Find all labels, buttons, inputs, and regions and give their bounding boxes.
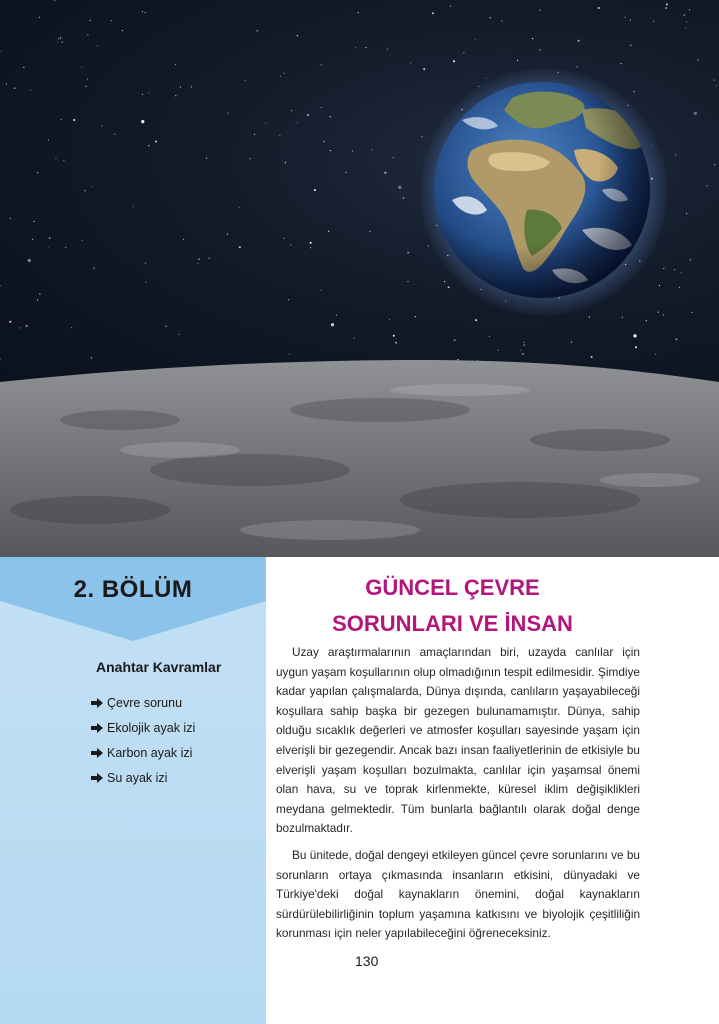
star (206, 158, 207, 159)
star (250, 158, 251, 159)
star (539, 10, 540, 11)
star (517, 60, 518, 61)
star (166, 326, 167, 327)
star (674, 269, 675, 270)
star (520, 350, 521, 351)
star (310, 247, 311, 248)
star (659, 285, 660, 286)
star (142, 11, 143, 12)
star (175, 64, 176, 65)
star (655, 354, 656, 355)
star (658, 312, 659, 313)
star (395, 342, 397, 344)
star (62, 42, 63, 43)
star (239, 246, 241, 248)
star (675, 154, 676, 155)
star (630, 45, 631, 46)
keyword-label: Karbon ayak izi (107, 745, 193, 760)
star (498, 350, 499, 351)
star (714, 80, 715, 81)
paragraph-2: Bu ünitede, doğal dengeyi etkileyen güncel çevre sorunlarını ve bu sorunların ortaya çıkmasında insanların etkisini, dünyadaki ve Türkiye'deki doğal kaynakların önemini, doğal kaynakların sürdürülebilirliğinin toplum yaşamına katkısını ve biyolojik çeşitliliğin korunması için neler yapılabileceğini öğreneceksiniz. (276, 847, 640, 941)
star (428, 245, 429, 246)
star (49, 237, 51, 239)
section-title-line-2: SORUNLARI VE İNSAN (332, 611, 573, 636)
star (254, 134, 255, 135)
star (501, 20, 502, 21)
star (141, 120, 144, 123)
star (675, 338, 677, 340)
star (690, 259, 691, 260)
star (314, 189, 316, 191)
star (331, 323, 334, 326)
arrow-right-icon (91, 698, 103, 708)
star (423, 68, 425, 70)
star (122, 30, 123, 31)
star (63, 160, 64, 161)
star (82, 240, 83, 241)
star (280, 76, 281, 77)
star (30, 90, 31, 91)
star (145, 281, 146, 282)
star (421, 136, 422, 137)
star (591, 356, 593, 358)
star (407, 281, 408, 282)
star (384, 172, 386, 174)
star (663, 314, 664, 315)
star (358, 12, 359, 13)
star (369, 231, 370, 232)
star (321, 290, 322, 291)
star (81, 66, 82, 67)
star (389, 319, 390, 320)
star (328, 231, 329, 232)
paragraph-1: Uzay araştırmalarının amaçlarından biri, uzayda canlılar için uygun yaşam koşullarının olup olmadığının tespit edilmesidir. Şimdiye kadar yapılan çalışmalarda, Dünya dışında, canlıların yaşayabileceği koşullara sahip başka bir gezegen bulunamamıştır. Dünya, sahip olduğu sıcaklık değerleri ve atmosfer koşulları sayesinde yaşam için elverişli bir gezegendir. Ancak bazı insan faaliyetlerinin de etkisiyle bu elverişli yaşam koşulları bozulmakta, canlılar için yaşamsal önemi olan hava, su ve toprak kirlenmekte, küresel iklim değişiklikleri meydana gelmektedir. Tüm bunlarla bağlantılı olarak doğal denge bozulmaktadır. (276, 645, 640, 836)
keyword-item (91, 690, 195, 715)
star (625, 17, 626, 18)
star (622, 317, 623, 318)
star (179, 334, 180, 335)
star (14, 88, 15, 89)
star (697, 59, 698, 60)
star (90, 20, 91, 21)
star (345, 172, 346, 173)
star (330, 116, 331, 117)
star (685, 28, 686, 29)
star (73, 119, 75, 121)
star (666, 3, 668, 5)
star (28, 259, 31, 262)
star (26, 325, 28, 327)
keyword-item (91, 715, 195, 740)
star (681, 272, 682, 273)
star (85, 190, 86, 191)
star (365, 47, 366, 48)
star (679, 287, 680, 288)
star (55, 158, 56, 159)
star (336, 315, 337, 316)
star (92, 186, 93, 187)
star (284, 73, 285, 74)
star (37, 172, 38, 173)
star (145, 263, 146, 264)
star (310, 242, 312, 244)
star (257, 30, 258, 31)
star (653, 21, 654, 22)
star (180, 86, 181, 87)
star (475, 319, 477, 321)
star (10, 218, 11, 219)
star (61, 119, 62, 120)
star (630, 19, 631, 20)
keyword-label: Çevre sorunu (107, 695, 183, 710)
star (489, 336, 490, 337)
star (97, 45, 98, 46)
star (91, 357, 92, 358)
star (355, 47, 356, 48)
star (285, 162, 286, 163)
star (148, 92, 149, 93)
star (283, 238, 284, 239)
star (706, 185, 707, 186)
star (432, 12, 434, 14)
star (633, 334, 636, 337)
star (0, 51, 1, 52)
star (578, 40, 580, 42)
star (686, 213, 687, 214)
star (665, 7, 667, 9)
star (48, 247, 49, 248)
star (689, 9, 690, 10)
star (142, 94, 143, 95)
star (32, 239, 33, 240)
star (490, 17, 491, 18)
star (532, 38, 533, 39)
star (663, 268, 664, 269)
star (228, 113, 229, 114)
star (33, 221, 34, 222)
star (54, 0, 55, 1)
star (686, 21, 687, 22)
star (58, 38, 59, 39)
star (48, 139, 49, 140)
star (307, 114, 309, 116)
star (209, 258, 210, 259)
star (646, 320, 647, 321)
keyword-item (91, 765, 195, 790)
star (191, 86, 192, 87)
star (198, 259, 199, 260)
star (691, 312, 692, 313)
star (133, 206, 134, 207)
star (475, 39, 476, 40)
keywords-heading: Anahtar Kavramlar (96, 659, 222, 675)
star (321, 64, 322, 65)
star (684, 14, 685, 15)
star (93, 267, 95, 269)
star (155, 141, 157, 143)
moon-surface (0, 360, 719, 557)
star (524, 342, 525, 343)
star (85, 86, 86, 87)
star (183, 239, 184, 240)
star (393, 157, 394, 158)
arrow-right-icon (91, 748, 103, 758)
star (227, 234, 228, 235)
star (486, 78, 487, 79)
star (524, 344, 525, 345)
star (245, 80, 246, 81)
star (239, 207, 240, 208)
arrow-right-icon (91, 723, 103, 733)
star (6, 84, 7, 85)
star (410, 62, 411, 63)
star (20, 327, 21, 328)
star (0, 285, 1, 286)
star (450, 6, 451, 7)
star (407, 252, 409, 254)
star (352, 150, 353, 151)
star (453, 60, 455, 62)
star (353, 338, 354, 339)
star (330, 150, 331, 151)
star (71, 327, 72, 328)
star (197, 263, 198, 264)
star (148, 145, 149, 146)
star (403, 197, 404, 198)
star (65, 247, 66, 248)
star (175, 95, 176, 96)
section-title (266, 570, 639, 642)
keyword-label: Ekolojik ayak izi (107, 720, 196, 735)
star (297, 122, 298, 123)
star (387, 49, 388, 50)
star (598, 7, 600, 9)
chapter-title: 2. BÖLÜM (73, 576, 193, 603)
section-title-line-1: GÜNCEL ÇEVRE (365, 575, 540, 600)
page-number: 130 (355, 953, 379, 969)
star (145, 12, 146, 13)
star (291, 110, 292, 111)
star (454, 339, 456, 341)
star (9, 321, 11, 323)
star (23, 67, 24, 68)
star (694, 112, 697, 115)
keyword-item (91, 740, 195, 765)
star (39, 17, 40, 18)
star (297, 35, 298, 36)
star (621, 63, 622, 64)
arrow-right-icon (91, 773, 103, 783)
star (463, 52, 464, 53)
star (714, 164, 715, 165)
star (398, 186, 401, 189)
star (323, 141, 324, 142)
star (716, 85, 717, 86)
star (60, 37, 61, 38)
star (288, 299, 289, 300)
star (571, 342, 572, 343)
star (87, 34, 88, 35)
body-text (276, 643, 640, 951)
star (289, 354, 290, 355)
star (522, 353, 524, 355)
keyword-label: Su ayak izi (107, 770, 168, 785)
star (320, 107, 321, 108)
star (577, 66, 578, 67)
star (37, 300, 38, 301)
star (39, 294, 40, 295)
star (57, 42, 58, 43)
star (87, 79, 88, 80)
star (265, 122, 266, 123)
star (111, 20, 112, 21)
earth-globe (432, 80, 652, 300)
star (290, 244, 291, 245)
star (589, 317, 590, 318)
keywords-list (91, 690, 195, 790)
star (635, 346, 637, 348)
star (372, 149, 373, 150)
star (279, 135, 280, 136)
star (114, 134, 115, 135)
star (540, 49, 541, 50)
star (393, 335, 395, 337)
star (415, 316, 416, 317)
star (101, 125, 102, 126)
